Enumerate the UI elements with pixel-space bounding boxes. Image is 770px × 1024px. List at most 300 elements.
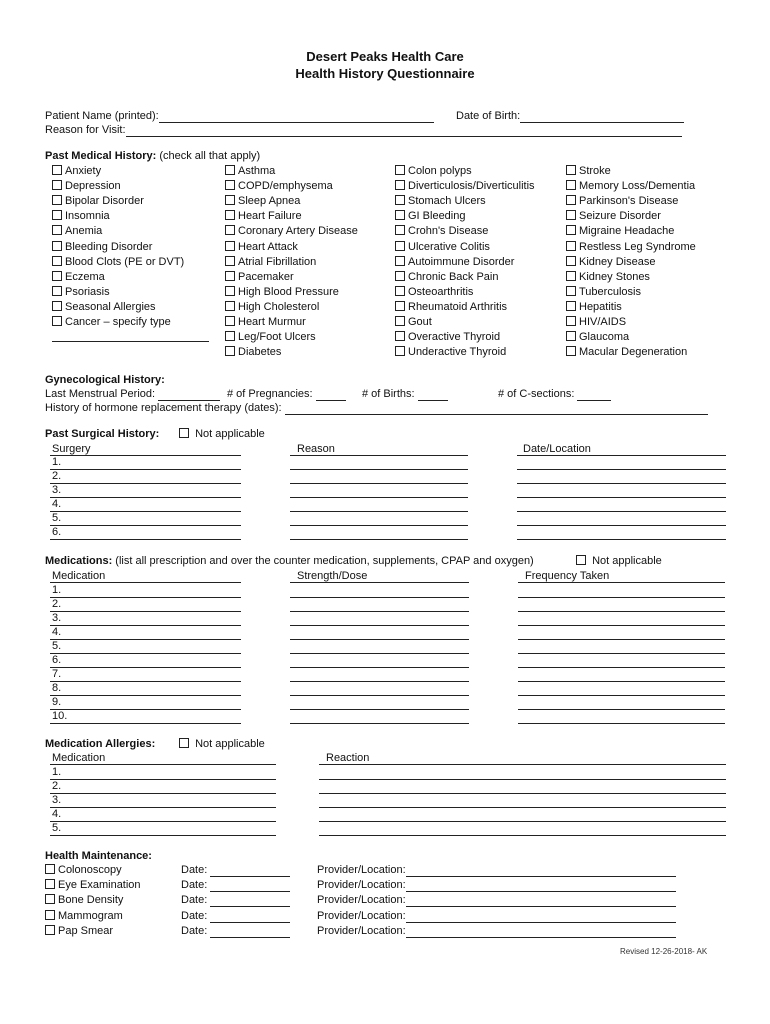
- checkbox[interactable]: [225, 331, 235, 341]
- medication-frequency-field[interactable]: [518, 625, 725, 626]
- condition-label: Pacemaker: [238, 270, 294, 283]
- checkbox[interactable]: [395, 286, 405, 296]
- checkbox[interactable]: [225, 346, 235, 356]
- dob-row: [456, 110, 684, 123]
- checkbox[interactable]: [52, 180, 62, 190]
- condition-item[interactable]: [225, 271, 294, 284]
- condition-item[interactable]: [52, 241, 152, 254]
- medication-header-line: [50, 582, 241, 583]
- condition-label: Bleeding Disorder: [65, 240, 153, 253]
- meds-na-checkbox[interactable]: [576, 555, 586, 565]
- condition-item[interactable]: [225, 316, 306, 329]
- medication-name-field[interactable]: [50, 723, 241, 724]
- surgery-field[interactable]: [50, 511, 241, 512]
- surgery-reason-field[interactable]: [290, 469, 468, 470]
- maintenance-label: Pap Smear: [58, 924, 114, 937]
- date-field[interactable]: [210, 881, 290, 892]
- condition-label: Sleep Apnea: [238, 195, 301, 208]
- medication-row-number: 10.: [52, 710, 68, 722]
- condition-item[interactable]: [225, 210, 302, 223]
- condition-label: Migraine Headache: [579, 225, 675, 238]
- condition-item[interactable]: [52, 195, 144, 208]
- condition-label: Parkinson's Disease: [579, 195, 679, 208]
- condition-item[interactable]: [395, 180, 535, 193]
- checkbox[interactable]: [225, 195, 235, 205]
- checkbox[interactable]: [395, 271, 405, 281]
- maintenance-item[interactable]: [45, 910, 123, 923]
- checkbox[interactable]: [52, 301, 62, 311]
- surgery-date-field[interactable]: [517, 525, 726, 526]
- medication-col-header: Medication: [52, 570, 106, 582]
- condition-item[interactable]: [225, 225, 358, 238]
- maintenance-item[interactable]: [45, 879, 141, 892]
- provider-field[interactable]: [406, 912, 676, 923]
- condition-item[interactable]: [566, 225, 674, 238]
- checkbox[interactable]: [395, 346, 405, 356]
- checkbox[interactable]: [52, 225, 62, 235]
- condition-item[interactable]: [225, 286, 339, 299]
- allergies-na-option[interactable]: [179, 738, 265, 751]
- surgical-title: Past Surgical History:: [45, 428, 160, 440]
- provider-entry: [317, 864, 676, 877]
- condition-label: Kidney Disease: [579, 255, 656, 268]
- medication-dose-field[interactable]: [290, 723, 469, 724]
- patient-name-label: Patient Name (printed):: [45, 110, 159, 122]
- condition-item[interactable]: [395, 225, 488, 238]
- patient-name-row: [45, 110, 434, 123]
- condition-item[interactable]: [395, 301, 507, 314]
- lmp-row: [45, 388, 220, 401]
- checkbox[interactable]: [52, 316, 62, 326]
- csections-row: [498, 388, 611, 401]
- condition-label: Coronary Artery Disease: [238, 225, 358, 238]
- surgical-na-option[interactable]: [179, 428, 265, 441]
- checkbox[interactable]: [395, 195, 405, 205]
- condition-item[interactable]: [225, 331, 316, 344]
- checkbox[interactable]: [45, 925, 55, 935]
- condition-label: Seizure Disorder: [579, 210, 661, 223]
- medication-dose-field[interactable]: [290, 681, 469, 682]
- condition-item[interactable]: [225, 165, 275, 178]
- checkbox[interactable]: [566, 180, 576, 190]
- medication-row-number: 2.: [52, 598, 62, 610]
- maintenance-item[interactable]: [45, 894, 123, 907]
- condition-label: High Cholesterol: [238, 300, 320, 313]
- lmp-field[interactable]: [158, 390, 220, 401]
- maintenance-title: Health Maintenance:: [45, 850, 152, 862]
- hrt-field[interactable]: [285, 404, 708, 415]
- condition-label: Osteoarthritis: [408, 285, 474, 298]
- surgery-date-field[interactable]: [517, 511, 726, 512]
- pmh-heading: [45, 150, 260, 163]
- condition-item[interactable]: [225, 241, 298, 254]
- medication-name-field[interactable]: [50, 667, 241, 668]
- checkbox[interactable]: [566, 210, 576, 220]
- condition-item[interactable]: [395, 346, 506, 359]
- checkbox[interactable]: [225, 241, 235, 251]
- checkbox[interactable]: [395, 316, 405, 326]
- medication-frequency-field[interactable]: [518, 639, 725, 640]
- allergy-reaction-header-line: [319, 764, 726, 765]
- maintenance-label: Mammogram: [58, 909, 123, 922]
- condition-label: Tuberculosis: [579, 285, 641, 298]
- medication-name-field[interactable]: [50, 597, 241, 598]
- checkbox[interactable]: [566, 301, 576, 311]
- condition-item[interactable]: [52, 165, 101, 178]
- checkbox[interactable]: [225, 301, 235, 311]
- checkbox[interactable]: [566, 241, 576, 251]
- checkbox[interactable]: [45, 894, 55, 904]
- condition-label: Diverticulosis/Diverticulitis: [408, 180, 535, 193]
- medication-frequency-field[interactable]: [518, 709, 725, 710]
- condition-label: HIV/AIDS: [579, 316, 627, 328]
- condition-item[interactable]: [52, 210, 110, 223]
- allergy-reaction-field[interactable]: [319, 793, 726, 794]
- checkbox[interactable]: [52, 195, 62, 205]
- allergy-reaction-field[interactable]: [319, 835, 726, 836]
- date-label: Date:: [181, 894, 208, 907]
- allergy-medication-header-line: [50, 764, 276, 765]
- medication-frequency-field[interactable]: [518, 667, 725, 668]
- surgery-row-number: 4.: [52, 498, 62, 510]
- medication-name-field[interactable]: [50, 709, 241, 710]
- reason-header-line: [290, 455, 468, 456]
- condition-label: Memory Loss/Dementia: [579, 180, 696, 193]
- surgery-row-number: 2.: [52, 470, 62, 482]
- medication-row-number: 9.: [52, 696, 62, 708]
- gyn-title: Gynecological History:: [45, 374, 165, 386]
- condition-label: Gout: [408, 316, 432, 328]
- condition-label: Psoriasis: [65, 285, 110, 298]
- date-entry: [181, 925, 290, 938]
- medication-dose-field[interactable]: [290, 639, 469, 640]
- checkbox[interactable]: [52, 271, 62, 281]
- condition-item[interactable]: [566, 241, 696, 254]
- allergy-row-number: 5.: [52, 822, 62, 834]
- condition-label: Heart Attack: [238, 240, 298, 253]
- condition-label: Depression: [65, 180, 121, 193]
- condition-item[interactable]: [566, 271, 650, 284]
- checkbox[interactable]: [52, 210, 62, 220]
- org-name: Desert Peaks Health Care: [306, 49, 464, 64]
- reason-field[interactable]: [126, 126, 682, 137]
- condition-label: Rheumatoid Arthritis: [408, 300, 508, 313]
- allergy-reaction-col-header: Reaction: [326, 752, 370, 764]
- checkbox[interactable]: [225, 165, 235, 175]
- condition-item[interactable]: [52, 286, 110, 299]
- condition-label: Bipolar Disorder: [65, 195, 144, 208]
- meds-na-label: Not applicable: [592, 555, 662, 567]
- revised-note: Revised 12-26-2018- AK: [620, 947, 708, 956]
- medication-dose-field[interactable]: [290, 653, 469, 654]
- checkbox[interactable]: [566, 195, 576, 205]
- medication-dose-field[interactable]: [290, 709, 469, 710]
- dob-label: Date of Birth:: [456, 110, 521, 122]
- condition-label: Stomach Ulcers: [408, 195, 486, 208]
- condition-item[interactable]: [225, 180, 333, 193]
- surgery-row-number: 5.: [52, 512, 62, 524]
- provider-field[interactable]: [406, 866, 676, 877]
- medication-row-number: 7.: [52, 668, 62, 680]
- surgery-row-number: 1.: [52, 456, 62, 468]
- checkbox[interactable]: [225, 316, 235, 326]
- allergy-medication-field[interactable]: [50, 821, 276, 822]
- surgery-reason-field[interactable]: [290, 511, 468, 512]
- condition-item[interactable]: [52, 225, 102, 238]
- dob-field[interactable]: [520, 112, 684, 123]
- medication-dose-field[interactable]: [290, 695, 469, 696]
- medication-row-number: 4.: [52, 626, 62, 638]
- condition-item[interactable]: [395, 256, 514, 269]
- condition-item[interactable]: [225, 195, 300, 208]
- allergy-medication-field[interactable]: [50, 835, 276, 836]
- meds-heading: [45, 555, 534, 568]
- medication-name-field[interactable]: [50, 625, 241, 626]
- checkbox[interactable]: [225, 210, 235, 220]
- surgery-header-line: [50, 455, 241, 456]
- condition-item[interactable]: [395, 210, 465, 223]
- condition-item[interactable]: [395, 316, 432, 329]
- checkbox[interactable]: [395, 165, 405, 175]
- pregnancies-label: # of Pregnancies:: [227, 388, 313, 400]
- allergy-reaction-field[interactable]: [319, 779, 726, 780]
- births-field[interactable]: [418, 390, 448, 401]
- surgery-reason-field[interactable]: [290, 539, 468, 540]
- date-label: Date:: [181, 864, 208, 876]
- provider-label: Provider/Location:: [317, 894, 406, 907]
- maintenance-label: Eye Examination: [58, 879, 141, 892]
- condition-item[interactable]: [566, 195, 678, 208]
- allergy-medication-field[interactable]: [50, 779, 276, 780]
- medication-frequency-field[interactable]: [518, 681, 725, 682]
- provider-label: Provider/Location:: [317, 864, 406, 876]
- date-field[interactable]: [210, 896, 290, 907]
- medication-row-number: 5.: [52, 640, 62, 652]
- checkbox[interactable]: [566, 286, 576, 296]
- provider-entry: [317, 894, 676, 907]
- medication-dose-field[interactable]: [290, 625, 469, 626]
- allergy-reaction-field[interactable]: [319, 821, 726, 822]
- date-field[interactable]: [210, 912, 290, 923]
- allergies-na-checkbox[interactable]: [179, 738, 189, 748]
- patient-name-field[interactable]: [159, 112, 434, 123]
- reason-col-header: Reason: [297, 443, 335, 455]
- date-location-col-header: Date/Location: [523, 443, 591, 455]
- allergy-medication-field[interactable]: [50, 793, 276, 794]
- medication-name-field[interactable]: [50, 611, 241, 612]
- medication-frequency-field[interactable]: [518, 611, 725, 612]
- checkbox[interactable]: [45, 864, 55, 874]
- hrt-label: History of hormone replacement therapy (dates):: [45, 402, 282, 414]
- condition-item[interactable]: [395, 331, 500, 344]
- condition-label: Overactive Thyroid: [408, 331, 501, 344]
- surgery-date-field[interactable]: [517, 483, 726, 484]
- medication-name-field[interactable]: [50, 653, 241, 654]
- condition-item[interactable]: [395, 241, 490, 254]
- checkbox[interactable]: [395, 180, 405, 190]
- provider-entry: [317, 879, 676, 892]
- medication-frequency-field[interactable]: [518, 597, 725, 598]
- checkbox[interactable]: [225, 286, 235, 296]
- medication-name-field[interactable]: [50, 639, 241, 640]
- checkbox[interactable]: [566, 316, 576, 326]
- surgery-reason-field[interactable]: [290, 525, 468, 526]
- condition-label: Heart Murmur: [238, 316, 306, 328]
- surgery-date-field[interactable]: [517, 539, 726, 540]
- provider-field[interactable]: [406, 896, 676, 907]
- condition-item[interactable]: [395, 286, 473, 299]
- condition-item[interactable]: [52, 180, 121, 193]
- surgery-field[interactable]: [50, 469, 241, 470]
- surgery-field[interactable]: [50, 539, 241, 540]
- medication-row-number: 1.: [52, 584, 62, 596]
- checkbox[interactable]: [395, 331, 405, 341]
- pregnancies-field[interactable]: [316, 390, 346, 401]
- checkbox[interactable]: [566, 225, 576, 235]
- checkbox[interactable]: [566, 256, 576, 266]
- condition-label: COPD/emphysema: [238, 180, 333, 193]
- cancer-type-field[interactable]: [52, 341, 209, 342]
- condition-label: Diabetes: [238, 346, 282, 359]
- condition-label: Cancer – specify type: [65, 316, 171, 328]
- condition-label: Ulcerative Colitis: [408, 240, 490, 253]
- condition-item[interactable]: [52, 271, 105, 284]
- condition-item[interactable]: [52, 301, 156, 314]
- condition-label: Atrial Fibrillation: [238, 255, 317, 268]
- surgery-field[interactable]: [50, 525, 241, 526]
- condition-item[interactable]: [395, 165, 472, 178]
- checkbox[interactable]: [52, 256, 62, 266]
- form-title: Health History Questionnaire: [295, 66, 475, 81]
- condition-item[interactable]: [566, 210, 661, 223]
- condition-item[interactable]: [52, 256, 184, 269]
- condition-item[interactable]: [566, 286, 641, 299]
- checkbox[interactable]: [395, 225, 405, 235]
- checkbox[interactable]: [395, 256, 405, 266]
- condition-item[interactable]: [225, 256, 316, 269]
- checkbox[interactable]: [395, 241, 405, 251]
- medication-dose-field[interactable]: [290, 667, 469, 668]
- surgery-reason-field[interactable]: [290, 497, 468, 498]
- medication-dose-field[interactable]: [290, 597, 469, 598]
- date-field[interactable]: [210, 927, 290, 938]
- condition-item[interactable]: [225, 301, 319, 314]
- condition-item[interactable]: [566, 331, 629, 344]
- date-entry: [181, 864, 290, 877]
- allergies-title: Medication Allergies:: [45, 738, 156, 750]
- surgery-field[interactable]: [50, 497, 241, 498]
- checkbox[interactable]: [566, 271, 576, 281]
- condition-item[interactable]: [566, 346, 687, 359]
- allergies-na-label: Not applicable: [195, 738, 265, 750]
- condition-label: Anxiety: [65, 165, 102, 177]
- medication-row-number: 8.: [52, 682, 62, 694]
- medication-frequency-field[interactable]: [518, 723, 725, 724]
- date-field[interactable]: [210, 866, 290, 877]
- checkbox[interactable]: [52, 241, 62, 251]
- medication-name-field[interactable]: [50, 695, 241, 696]
- checkbox[interactable]: [395, 301, 405, 311]
- checkbox[interactable]: [45, 879, 55, 889]
- date-entry: [181, 879, 290, 892]
- allergy-row-number: 1.: [52, 766, 62, 778]
- births-label: # of Births:: [362, 388, 415, 400]
- surgery-field[interactable]: [50, 483, 241, 484]
- surgery-date-field[interactable]: [517, 497, 726, 498]
- maintenance-label: Bone Density: [58, 894, 124, 907]
- pregnancies-row: [227, 388, 346, 401]
- csections-field[interactable]: [577, 390, 611, 401]
- condition-item[interactable]: [566, 301, 622, 314]
- provider-label: Provider/Location:: [317, 909, 406, 922]
- checkbox[interactable]: [52, 165, 62, 175]
- checkbox[interactable]: [566, 346, 576, 356]
- medication-name-field[interactable]: [50, 681, 241, 682]
- allergy-reaction-field[interactable]: [319, 807, 726, 808]
- provider-label: Provider/Location:: [317, 924, 406, 937]
- condition-item[interactable]: [566, 165, 611, 178]
- pmh-note: (check all that apply): [159, 150, 261, 162]
- checkbox[interactable]: [52, 286, 62, 296]
- surgical-na-checkbox[interactable]: [179, 428, 189, 438]
- checkbox[interactable]: [225, 180, 235, 190]
- maintenance-item[interactable]: [45, 925, 113, 938]
- condition-item[interactable]: [566, 316, 626, 329]
- condition-item[interactable]: [395, 195, 486, 208]
- medication-frequency-field[interactable]: [518, 653, 725, 654]
- condition-item[interactable]: [52, 316, 171, 329]
- surgery-col-header: Surgery: [52, 443, 91, 455]
- checkbox[interactable]: [566, 165, 576, 175]
- condition-item[interactable]: [566, 180, 695, 193]
- maintenance-item[interactable]: [45, 864, 122, 877]
- condition-label: Asthma: [238, 165, 276, 177]
- lmp-label: Last Menstrual Period:: [45, 388, 156, 400]
- meds-na-option[interactable]: [576, 555, 662, 568]
- condition-label: Anemia: [65, 225, 103, 238]
- checkbox[interactable]: [45, 910, 55, 920]
- surgical-na-label: Not applicable: [195, 428, 265, 440]
- checkbox[interactable]: [566, 331, 576, 341]
- date-label: Date:: [181, 924, 208, 937]
- condition-label: Colon polyps: [408, 165, 472, 177]
- condition-label: Underactive Thyroid: [408, 346, 507, 359]
- allergy-row-number: 3.: [52, 794, 62, 806]
- checkbox[interactable]: [225, 225, 235, 235]
- strength-dose-col-header: Strength/Dose: [297, 570, 368, 582]
- condition-label: High Blood Pressure: [238, 285, 339, 298]
- condition-label: Chronic Back Pain: [408, 270, 499, 283]
- date-entry: [181, 894, 290, 907]
- condition-item[interactable]: [395, 271, 499, 284]
- condition-item[interactable]: [225, 346, 281, 359]
- frequency-header-line: [518, 582, 725, 583]
- provider-field[interactable]: [406, 881, 676, 892]
- condition-label: Autoimmune Disorder: [408, 255, 515, 268]
- checkbox[interactable]: [395, 210, 405, 220]
- checkbox[interactable]: [225, 271, 235, 281]
- condition-item[interactable]: [566, 256, 655, 269]
- provider-field[interactable]: [406, 927, 676, 938]
- medication-frequency-field[interactable]: [518, 695, 725, 696]
- surgery-reason-field[interactable]: [290, 483, 468, 484]
- date-header-line: [517, 455, 726, 456]
- condition-label: Macular Degeneration: [579, 346, 688, 359]
- surgery-date-field[interactable]: [517, 469, 726, 470]
- checkbox[interactable]: [225, 256, 235, 266]
- allergy-medication-field[interactable]: [50, 807, 276, 808]
- medication-dose-field[interactable]: [290, 611, 469, 612]
